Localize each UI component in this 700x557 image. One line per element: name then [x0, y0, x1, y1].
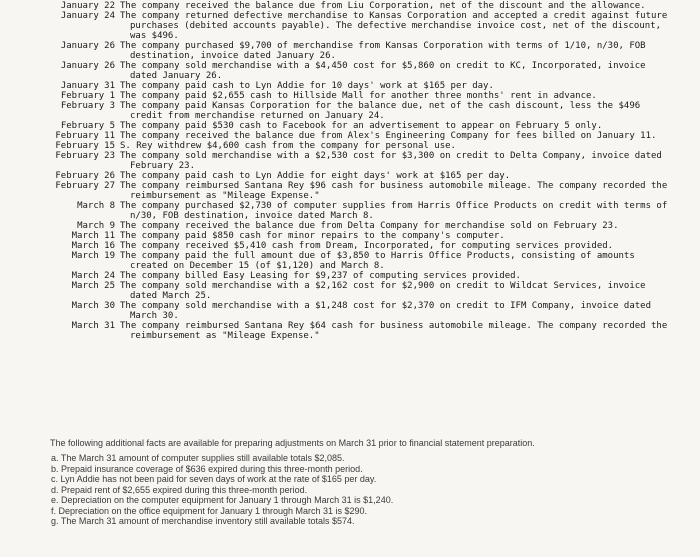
- transaction-description: [120, 61, 675, 81]
- transaction-date: March 8: [77, 201, 115, 211]
- description-line: created on December 15 (of $1,120) and March 8.: [130, 261, 385, 271]
- description-line: The company purchased $2,730 of computer supplies from Harris Office Products on credit with terms of: [120, 201, 668, 211]
- description-line: The company sold merchandise with a $1,248 cost for $2,370 on credit to IFM Company, invoice dated: [120, 301, 652, 311]
- transaction-date: January 26: [60, 41, 115, 51]
- transaction-entry: [0, 321, 700, 341]
- transaction-description: [120, 221, 675, 231]
- transaction-description: [120, 81, 675, 91]
- transaction-entry: [0, 201, 700, 221]
- transaction-description: [120, 141, 675, 151]
- transaction-entry: [0, 171, 700, 181]
- transaction-description: [120, 241, 675, 251]
- transaction-description: [120, 91, 675, 101]
- transaction-date: January 26: [60, 61, 115, 71]
- transaction-date: February 15: [55, 141, 115, 151]
- transaction-date: February 3: [60, 101, 115, 111]
- description-line: was $496.: [130, 31, 179, 41]
- transaction-date: March 11: [71, 231, 115, 241]
- transaction-date: February 1: [60, 91, 115, 101]
- transaction-description: [120, 121, 675, 131]
- description-line: dated January 26.: [130, 71, 223, 81]
- adjustment-item: f. Depreciation on the office equipment for January 1 through March 31 is $290.: [51, 505, 368, 516]
- description-line: The company sold merchandise with a $2,530 cost for $3,300 on credit to Delta Company, invoice dated: [120, 151, 662, 161]
- transaction-description: [120, 321, 675, 341]
- transaction-entry: [0, 1, 700, 11]
- transaction-date: March 30: [71, 301, 115, 311]
- description-line: The company returned defective merchandise to Kansas Corporation and accepted a credit against future: [120, 11, 668, 21]
- transaction-description: [120, 271, 675, 281]
- transaction-date: February 11: [55, 131, 115, 141]
- transaction-entry: [0, 61, 700, 81]
- description-line: The company paid $2,655 cash to Hillside Mall for another three months' rent in advance.: [120, 91, 597, 101]
- adjustments-intro: The following additional facts are available for preparing adjustments on March 31 prior to financial statement preparation.: [50, 438, 535, 448]
- description-line: The company paid $530 cash to Facebook for an advertisement to appear on February 5 only.: [120, 121, 603, 131]
- transaction-entry: [0, 251, 700, 271]
- transaction-date: March 9: [77, 221, 115, 231]
- transaction-entry: [0, 181, 700, 201]
- description-line: The company received the balance due from Liu Corporation, net of the discount and the allowance.: [120, 1, 646, 11]
- transaction-description: [120, 151, 675, 171]
- transaction-entry: [0, 91, 700, 101]
- transaction-entry: [0, 151, 700, 171]
- transaction-description: [120, 101, 675, 121]
- description-line: reimbursement as "Mileage Expense.": [130, 191, 320, 201]
- description-line: The company received the balance due from Alex's Engineering Company for fees billed on January 11.: [120, 131, 657, 141]
- transaction-entry: [0, 41, 700, 61]
- adjustment-item: b. Prepaid insurance coverage of $636 expired during this three-month period.: [51, 463, 363, 474]
- description-line: The company billed Easy Leasing for $9,237 of computing services provided.: [120, 271, 521, 281]
- transaction-entry: [0, 231, 700, 241]
- transaction-date: February 26: [55, 171, 115, 181]
- description-line: reimbursement as "Mileage Expense.": [130, 331, 320, 341]
- transaction-date: January 31: [60, 81, 115, 91]
- transaction-description: [120, 1, 675, 11]
- description-line: The company paid cash to Lyn Addie for 10 days' work at $165 per day.: [120, 81, 494, 91]
- description-line: destination, invoice dated January 26.: [130, 51, 336, 61]
- description-line: The company received the balance due from Delta Company for merchandise sold on February 23.: [120, 221, 619, 231]
- transaction-date: February 27: [55, 181, 115, 191]
- description-line: The company paid cash to Lyn Addie for eight days' work at $165 per day.: [120, 171, 511, 181]
- description-line: The company sold merchandise with a $2,162 cost for $2,900 on credit to Wildcat Services, invoice: [120, 281, 646, 291]
- transaction-description: [120, 171, 675, 181]
- adjustment-item: e. Depreciation on the computer equipment for January 1 through March 31 is $1,240.: [51, 495, 394, 505]
- transaction-description: [120, 181, 675, 201]
- description-line: The company received $5,410 cash from Dream, Incorporated, for computing services provided.: [120, 241, 614, 251]
- description-line: The company paid Kansas Corporation for the balance due, net of the cash discount, less the $496: [120, 101, 641, 111]
- transaction-entry: [0, 221, 700, 231]
- adjustment-item: d. Prepaid rent of $2,655 expired during this three-month period.: [51, 484, 308, 495]
- description-line: purchases (debited accounts payable). The defective merchandise invoice cost, net of the discount,: [130, 21, 662, 31]
- transaction-entry: [0, 121, 700, 131]
- transaction-entry: [0, 11, 700, 41]
- description-line: The company paid the full amount due of $3,850 to Harris Office Products, consisting of amounts: [120, 251, 635, 261]
- description-line: dated March 25.: [130, 291, 212, 301]
- transaction-date: February 5: [60, 121, 115, 131]
- description-line: The company sold merchandise with a $4,450 cost for $5,860 on credit to KC, Incorporated, invoice: [120, 61, 646, 71]
- adjustment-item: g. The March 31 amount of merchandise inventory still available totals $574.: [51, 516, 355, 526]
- description-line: The company reimbursed Santana Rey $64 cash for business automobile mileage. The company recorded the: [120, 321, 668, 331]
- transaction-description: [120, 131, 675, 141]
- description-line: The company paid $850 cash for minor repairs to the company's computer.: [120, 231, 505, 241]
- transaction-date: March 31: [71, 321, 115, 331]
- transaction-entry: [0, 271, 700, 281]
- transaction-description: [120, 251, 675, 271]
- transaction-description: [120, 301, 675, 321]
- description-line: n/30, FOB destination, invoice dated March 8.: [130, 211, 374, 221]
- description-line: The company purchased $9,700 of merchandise from Kansas Corporation with terms of 1/10, n/30, FOB: [120, 41, 646, 51]
- transaction-entry: [0, 281, 700, 301]
- description-line: The company reimbursed Santana Rey $96 cash for business automobile mileage. The company recorded the: [120, 181, 668, 191]
- transaction-date: March 25: [71, 281, 115, 291]
- transaction-entry: [0, 241, 700, 251]
- transaction-list: [0, 1, 700, 341]
- adjustment-item: c. Lyn Addie has not been paid for seven days of work at the rate of $165 per day.: [51, 474, 377, 484]
- description-line: credit from merchandise returned on January 24.: [130, 111, 385, 121]
- adjustments-list: [50, 453, 690, 527]
- transaction-entry: [0, 141, 700, 151]
- description-line: February 23.: [130, 161, 196, 171]
- transaction-date: March 24: [71, 271, 115, 281]
- transaction-date: January 22: [60, 1, 115, 11]
- transaction-date: January 24: [60, 11, 115, 21]
- transaction-date: March 16: [71, 241, 115, 251]
- transaction-entry: [0, 301, 700, 321]
- transaction-description: [120, 231, 675, 241]
- transaction-description: [120, 41, 675, 61]
- transaction-description: [120, 281, 675, 301]
- adjustment-item: a. The March 31 amount of computer supplies still available totals $2,085.: [51, 453, 345, 463]
- transaction-date: March 19: [71, 251, 115, 261]
- adjustments-section: [50, 438, 690, 527]
- transaction-entry: [0, 131, 700, 141]
- transaction-entry: [0, 81, 700, 91]
- description-line: S. Rey withdrew $4,600 cash from the company for personal use.: [120, 141, 456, 151]
- description-line: March 30.: [130, 311, 179, 321]
- transaction-entry: [0, 101, 700, 121]
- transaction-description: [120, 201, 675, 221]
- transaction-date: February 23: [55, 151, 115, 161]
- transaction-description: [120, 11, 675, 41]
